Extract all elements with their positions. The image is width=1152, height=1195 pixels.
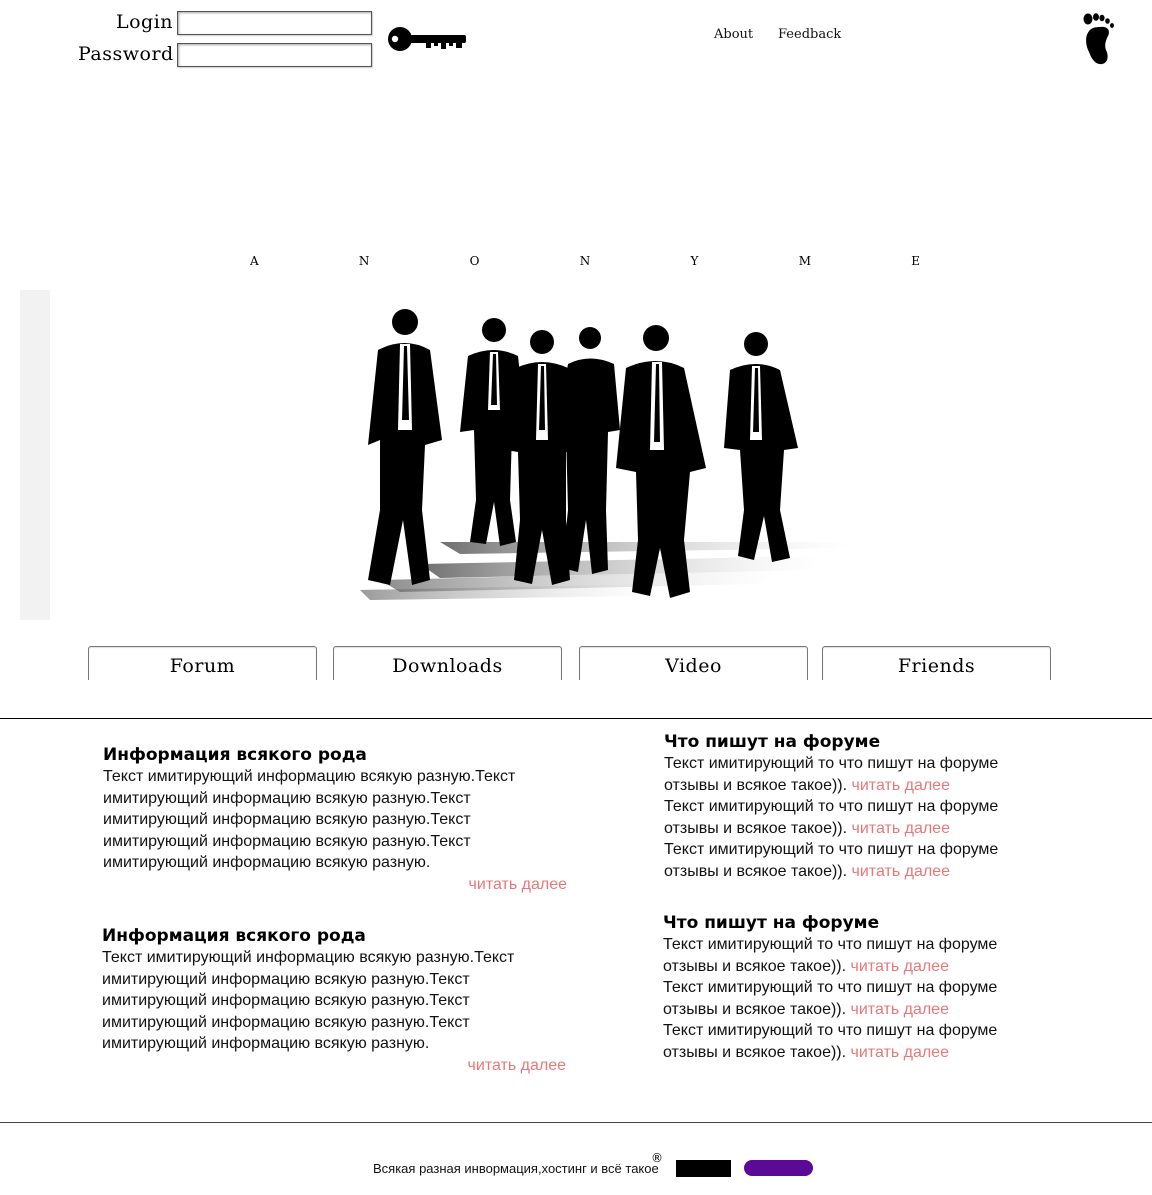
tab-friends[interactable]: Friends xyxy=(822,646,1051,680)
forum-entry-text: Текст имитирующий то что пишут на форуме отзывы и всякое такое)). xyxy=(663,1022,998,1061)
read-more-link[interactable]: читать далее xyxy=(851,776,950,794)
forum-entry xyxy=(663,934,1035,977)
info-text: Текст имитирующий информацию всякую разную.Текст имитирующий информацию всякую разную.Текст имитирующий информацию всякую разную.Текст имитирующий информацию всякую разную.Текст имитирующий информацию всякую разную. xyxy=(103,768,516,872)
tab-downloads[interactable]: Downloads xyxy=(333,646,562,680)
footer-text: Всякая разная инвормация,хостинг и всё такое xyxy=(373,1161,659,1176)
forum-entry-text: Текст имитирующий то что пишут на форуме отзывы и всякое такое)). xyxy=(664,841,999,880)
brand-letter: E xyxy=(911,254,920,268)
brand-wordmark xyxy=(250,254,920,268)
read-more-link[interactable]: читать далее xyxy=(850,957,949,975)
feedback-link[interactable]: Feedback xyxy=(778,27,842,42)
tab-video[interactable]: Video xyxy=(579,646,808,680)
read-more-link[interactable]: читать далее xyxy=(851,819,950,837)
forum-entry xyxy=(664,839,1036,882)
read-more-link[interactable]: читать далее xyxy=(850,1043,949,1061)
info-title: Информация всякого рода xyxy=(102,926,366,946)
forum-entry-text: Текст имитирующий то что пишут на форуме отзывы и всякое такое)). xyxy=(663,979,998,1018)
password-input[interactable] xyxy=(177,43,372,67)
read-more-link[interactable]: читать далее xyxy=(467,1056,566,1074)
read-more-link[interactable]: читать далее xyxy=(851,862,950,880)
brand-letter: A xyxy=(250,254,259,268)
info-title: Информация всякого рода xyxy=(103,745,367,765)
password-label: Password xyxy=(78,43,174,65)
forum-title: Что пишут на форуме xyxy=(663,913,880,933)
read-more-link[interactable]: читать далее xyxy=(468,875,567,893)
info-text: Текст имитирующий информацию всякую разную.Текст имитирующий информацию всякую разную.Текст имитирующий информацию всякую разную.Текст имитирующий информацию всякую разную.Текст имитирующий информацию всякую разную. xyxy=(102,949,515,1053)
tab-forum[interactable]: Forum xyxy=(88,646,317,680)
hero-image xyxy=(20,280,980,620)
divider xyxy=(0,1122,1152,1123)
forum-entry-text: Текст имитирующий то что пишут на форуме отзывы и всякое такое)). xyxy=(664,798,999,837)
forum-entry-text: Текст имитирующий то что пишут на форуме отзывы и всякое такое)). xyxy=(664,755,999,794)
forum-title: Что пишут на форуме xyxy=(664,732,881,752)
footer-black-button[interactable] xyxy=(676,1160,731,1177)
brand-letter: Y xyxy=(690,254,699,268)
login-input[interactable] xyxy=(177,11,372,35)
brand-letter: N xyxy=(579,254,591,268)
brand-letter: M xyxy=(798,254,811,268)
registered-mark: ® xyxy=(651,1151,663,1165)
brand-letter: O xyxy=(469,254,480,268)
about-link[interactable]: About xyxy=(714,27,754,42)
brand-letter: N xyxy=(358,254,370,268)
info-block xyxy=(102,925,572,1077)
footer-purple-button[interactable] xyxy=(744,1160,813,1176)
forum-entry xyxy=(663,1020,1035,1063)
login-label: Login xyxy=(116,11,174,33)
forum-entry-text: Текст имитирующий то что пишут на форуме отзывы и всякое такое)). xyxy=(663,936,998,975)
divider xyxy=(0,718,1152,719)
forum-entry xyxy=(664,753,1036,796)
forum-entry xyxy=(664,796,1036,839)
forum-entry xyxy=(663,977,1035,1020)
forum-block xyxy=(664,731,1036,883)
key-icon[interactable] xyxy=(386,24,468,54)
read-more-link[interactable]: читать далее xyxy=(850,1000,949,1018)
forum-block xyxy=(663,912,1035,1064)
footprint-icon xyxy=(1080,12,1118,66)
info-block xyxy=(103,744,573,896)
